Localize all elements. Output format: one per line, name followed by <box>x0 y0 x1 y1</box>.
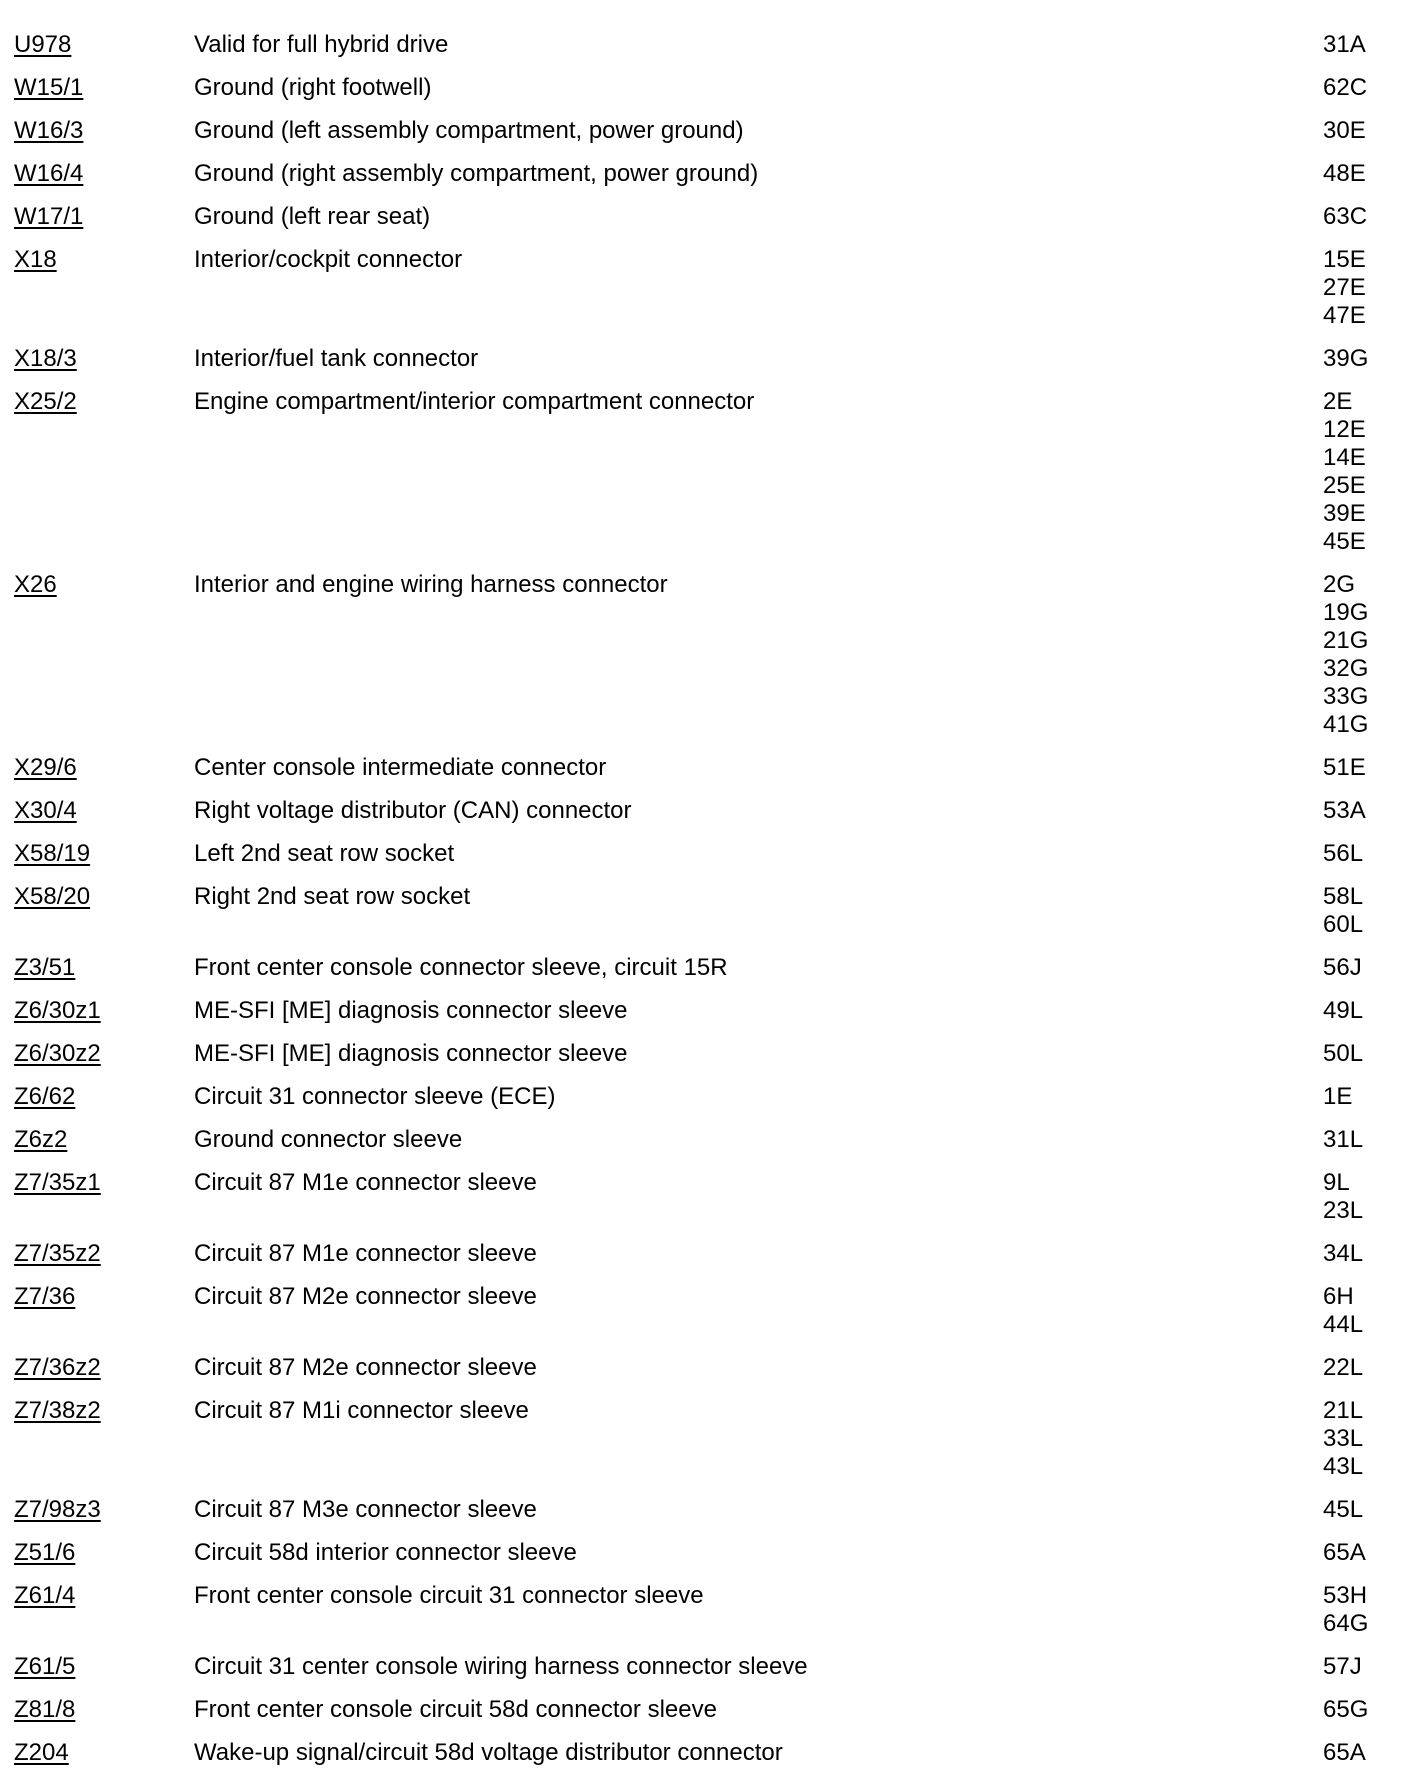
list-item <box>0 1083 1408 1111</box>
component-code-link[interactable]: Z204 <box>14 1739 69 1766</box>
component-description: Circuit 87 M2e connector sleeve <box>194 1354 537 1381</box>
list-item <box>0 883 1408 939</box>
grid-references <box>1323 1739 1403 1767</box>
grid-reference: 56L <box>1323 840 1364 867</box>
grid-reference: 33G <box>1323 683 1369 710</box>
component-code-link[interactable]: Z6/30z1 <box>14 997 101 1024</box>
grid-references <box>1323 797 1403 825</box>
list-item <box>0 31 1408 59</box>
grid-reference: 48E <box>1323 160 1366 187</box>
grid-reference: 21G <box>1323 627 1369 654</box>
grid-reference: 65A <box>1323 1739 1366 1766</box>
grid-references <box>1323 954 1403 982</box>
grid-reference: 33L <box>1323 1425 1364 1452</box>
grid-reference: 12E <box>1323 416 1366 443</box>
grid-reference: 31A <box>1323 31 1366 58</box>
list-item <box>0 1169 1408 1225</box>
component-code-link[interactable]: W16/3 <box>14 117 84 144</box>
component-code-link[interactable]: Z6/30z2 <box>14 1040 101 1067</box>
list-item <box>0 1696 1408 1724</box>
grid-references <box>1323 1496 1403 1524</box>
component-code-link[interactable]: Z51/6 <box>14 1539 76 1566</box>
list-item <box>0 117 1408 145</box>
grid-references <box>1323 1653 1403 1681</box>
grid-reference: 53H <box>1323 1582 1368 1609</box>
grid-reference: 39G <box>1323 345 1369 372</box>
grid-references <box>1323 203 1403 231</box>
component-description: Interior/fuel tank connector <box>194 345 479 372</box>
list-item <box>0 1653 1408 1681</box>
component-code-link[interactable]: X29/6 <box>14 754 77 781</box>
list-item <box>0 997 1408 1025</box>
component-code-link[interactable]: Z3/51 <box>14 954 76 981</box>
grid-references <box>1323 1240 1403 1268</box>
grid-reference: 45E <box>1323 528 1366 555</box>
grid-reference: 34L <box>1323 1240 1364 1267</box>
grid-references <box>1323 117 1403 145</box>
component-code-link[interactable]: Z7/36 <box>14 1283 76 1310</box>
list-item <box>0 1739 1408 1767</box>
grid-reference: 65A <box>1323 1539 1366 1566</box>
component-description: Circuit 87 M1e connector sleeve <box>194 1240 537 1267</box>
grid-references <box>1323 883 1403 939</box>
grid-reference: 15E <box>1323 246 1366 273</box>
component-code-link[interactable]: Z7/98z3 <box>14 1496 101 1523</box>
component-code-link[interactable]: X58/19 <box>14 840 91 867</box>
list-item <box>0 388 1408 556</box>
component-description: Front center console connector sleeve, circuit 15R <box>194 954 728 981</box>
component-description: Interior/cockpit connector <box>194 246 463 273</box>
list-item <box>0 1040 1408 1068</box>
component-description: Ground (left rear seat) <box>194 203 431 230</box>
grid-reference: 60L <box>1323 911 1364 938</box>
component-code-link[interactable]: X18/3 <box>14 345 77 372</box>
component-code-link[interactable]: W15/1 <box>14 74 84 101</box>
list-item <box>0 954 1408 982</box>
list-item <box>0 1496 1408 1524</box>
grid-reference: 32G <box>1323 655 1369 682</box>
grid-reference: 2E <box>1323 388 1353 415</box>
component-description: Interior and engine wiring harness connector <box>194 571 668 598</box>
component-code-link[interactable]: Z7/35z2 <box>14 1240 101 1267</box>
grid-reference: 23L <box>1323 1197 1364 1224</box>
list-item <box>0 160 1408 188</box>
grid-references <box>1323 1539 1403 1567</box>
grid-references <box>1323 1397 1403 1481</box>
list-item <box>0 1354 1408 1382</box>
grid-reference: 21L <box>1323 1397 1364 1424</box>
grid-reference: 19G <box>1323 599 1369 626</box>
component-description: Front center console circuit 31 connector sleeve <box>194 1582 704 1609</box>
grid-references <box>1323 754 1403 782</box>
component-description: ME-SFI [ME] diagnosis connector sleeve <box>194 997 628 1024</box>
list-item <box>0 1126 1408 1154</box>
component-description: Circuit 87 M2e connector sleeve <box>194 1283 537 1310</box>
component-description: Circuit 87 M3e connector sleeve <box>194 1496 537 1523</box>
list-item <box>0 1539 1408 1567</box>
component-description: Circuit 31 connector sleeve (ECE) <box>194 1083 556 1110</box>
grid-reference: 27E <box>1323 274 1366 301</box>
component-code-link[interactable]: Z81/8 <box>14 1696 76 1723</box>
grid-references <box>1323 388 1403 556</box>
component-code-link[interactable]: Z61/5 <box>14 1653 76 1680</box>
grid-reference: 56J <box>1323 954 1362 981</box>
grid-reference: 22L <box>1323 1354 1364 1381</box>
grid-reference: 64G <box>1323 1610 1369 1637</box>
component-description: Ground (left assembly compartment, power ground) <box>194 117 744 144</box>
grid-reference: 65G <box>1323 1696 1369 1723</box>
grid-references <box>1323 160 1403 188</box>
component-description: Right 2nd seat row socket <box>194 883 471 910</box>
grid-reference: 51E <box>1323 754 1366 781</box>
grid-reference: 49L <box>1323 997 1364 1024</box>
grid-references <box>1323 1696 1403 1724</box>
grid-references <box>1323 1083 1403 1111</box>
list-item <box>0 1240 1408 1268</box>
component-code-link[interactable]: Z7/36z2 <box>14 1354 101 1381</box>
grid-references <box>1323 345 1403 373</box>
component-code-link[interactable]: X25/2 <box>14 388 77 415</box>
list-item <box>0 754 1408 782</box>
grid-references <box>1323 31 1403 59</box>
grid-references <box>1323 74 1403 102</box>
list-item <box>0 74 1408 102</box>
list-item <box>0 1283 1408 1339</box>
grid-reference: 9L <box>1323 1169 1350 1196</box>
component-description: Front center console circuit 58d connector sleeve <box>194 1696 717 1723</box>
list-item <box>0 345 1408 373</box>
component-list <box>0 31 1408 1782</box>
grid-reference: 50L <box>1323 1040 1364 1067</box>
component-code-link[interactable]: Z7/38z2 <box>14 1397 101 1424</box>
component-code-link[interactable]: W17/1 <box>14 203 84 230</box>
component-description: Engine compartment/interior compartment connector <box>194 388 755 415</box>
component-code-link[interactable]: X30/4 <box>14 797 77 824</box>
component-description: Circuit 87 M1i connector sleeve <box>194 1397 529 1424</box>
component-description: Ground (right footwell) <box>194 74 432 101</box>
grid-reference: 57J <box>1323 1653 1362 1680</box>
component-description: Left 2nd seat row socket <box>194 840 455 867</box>
grid-reference: 14E <box>1323 444 1366 471</box>
component-description: Right voltage distributor (CAN) connector <box>194 797 632 824</box>
grid-reference: 58L <box>1323 883 1364 910</box>
list-item <box>0 1582 1408 1638</box>
component-description: Center console intermediate connector <box>194 754 607 781</box>
grid-references <box>1323 1283 1403 1339</box>
grid-references <box>1323 1040 1403 1068</box>
grid-reference: 2G <box>1323 571 1356 598</box>
grid-reference: 6H <box>1323 1283 1354 1310</box>
component-code-link[interactable]: U978 <box>14 31 72 58</box>
grid-reference: 41G <box>1323 711 1369 738</box>
grid-reference: 53A <box>1323 797 1366 824</box>
grid-references <box>1323 246 1403 330</box>
component-code-link[interactable]: Z6z2 <box>14 1126 68 1153</box>
grid-references <box>1323 1126 1403 1154</box>
component-description: Circuit 31 center console wiring harness connector sleeve <box>194 1653 808 1680</box>
grid-reference: 39E <box>1323 500 1366 527</box>
grid-reference: 25E <box>1323 472 1366 499</box>
list-item <box>0 797 1408 825</box>
list-item <box>0 246 1408 330</box>
component-description: Ground (right assembly compartment, power ground) <box>194 160 759 187</box>
grid-references <box>1323 1354 1403 1382</box>
component-description: Wake-up signal/circuit 58d voltage distributor connector <box>194 1739 783 1766</box>
grid-reference: 45L <box>1323 1496 1364 1523</box>
grid-reference: 1E <box>1323 1083 1353 1110</box>
component-description: Valid for full hybrid drive <box>194 31 449 58</box>
grid-references <box>1323 1169 1403 1225</box>
component-code-link[interactable]: Z7/35z1 <box>14 1169 101 1196</box>
component-description: Ground connector sleeve <box>194 1126 463 1153</box>
component-description: Circuit 58d interior connector sleeve <box>194 1539 577 1566</box>
component-code-link[interactable]: X58/20 <box>14 883 91 910</box>
component-code-link[interactable]: X26 <box>14 571 57 598</box>
list-item <box>0 571 1408 739</box>
component-description: ME-SFI [ME] diagnosis connector sleeve <box>194 1040 628 1067</box>
component-code-link[interactable]: Z61/4 <box>14 1582 76 1609</box>
grid-reference: 31L <box>1323 1126 1364 1153</box>
component-description: Circuit 87 M1e connector sleeve <box>194 1169 537 1196</box>
component-code-link[interactable]: Z6/62 <box>14 1083 76 1110</box>
list-item <box>0 1397 1408 1481</box>
grid-reference: 43L <box>1323 1453 1364 1480</box>
list-item <box>0 840 1408 868</box>
list-item <box>0 203 1408 231</box>
grid-reference: 47E <box>1323 302 1366 329</box>
component-code-link[interactable]: X18 <box>14 246 57 273</box>
grid-reference: 44L <box>1323 1311 1364 1338</box>
grid-references <box>1323 1582 1403 1638</box>
grid-references <box>1323 840 1403 868</box>
grid-references <box>1323 571 1403 739</box>
component-code-link[interactable]: W16/4 <box>14 160 84 187</box>
grid-reference: 63C <box>1323 203 1368 230</box>
grid-references <box>1323 997 1403 1025</box>
grid-reference: 30E <box>1323 117 1366 144</box>
grid-reference: 62C <box>1323 74 1368 101</box>
